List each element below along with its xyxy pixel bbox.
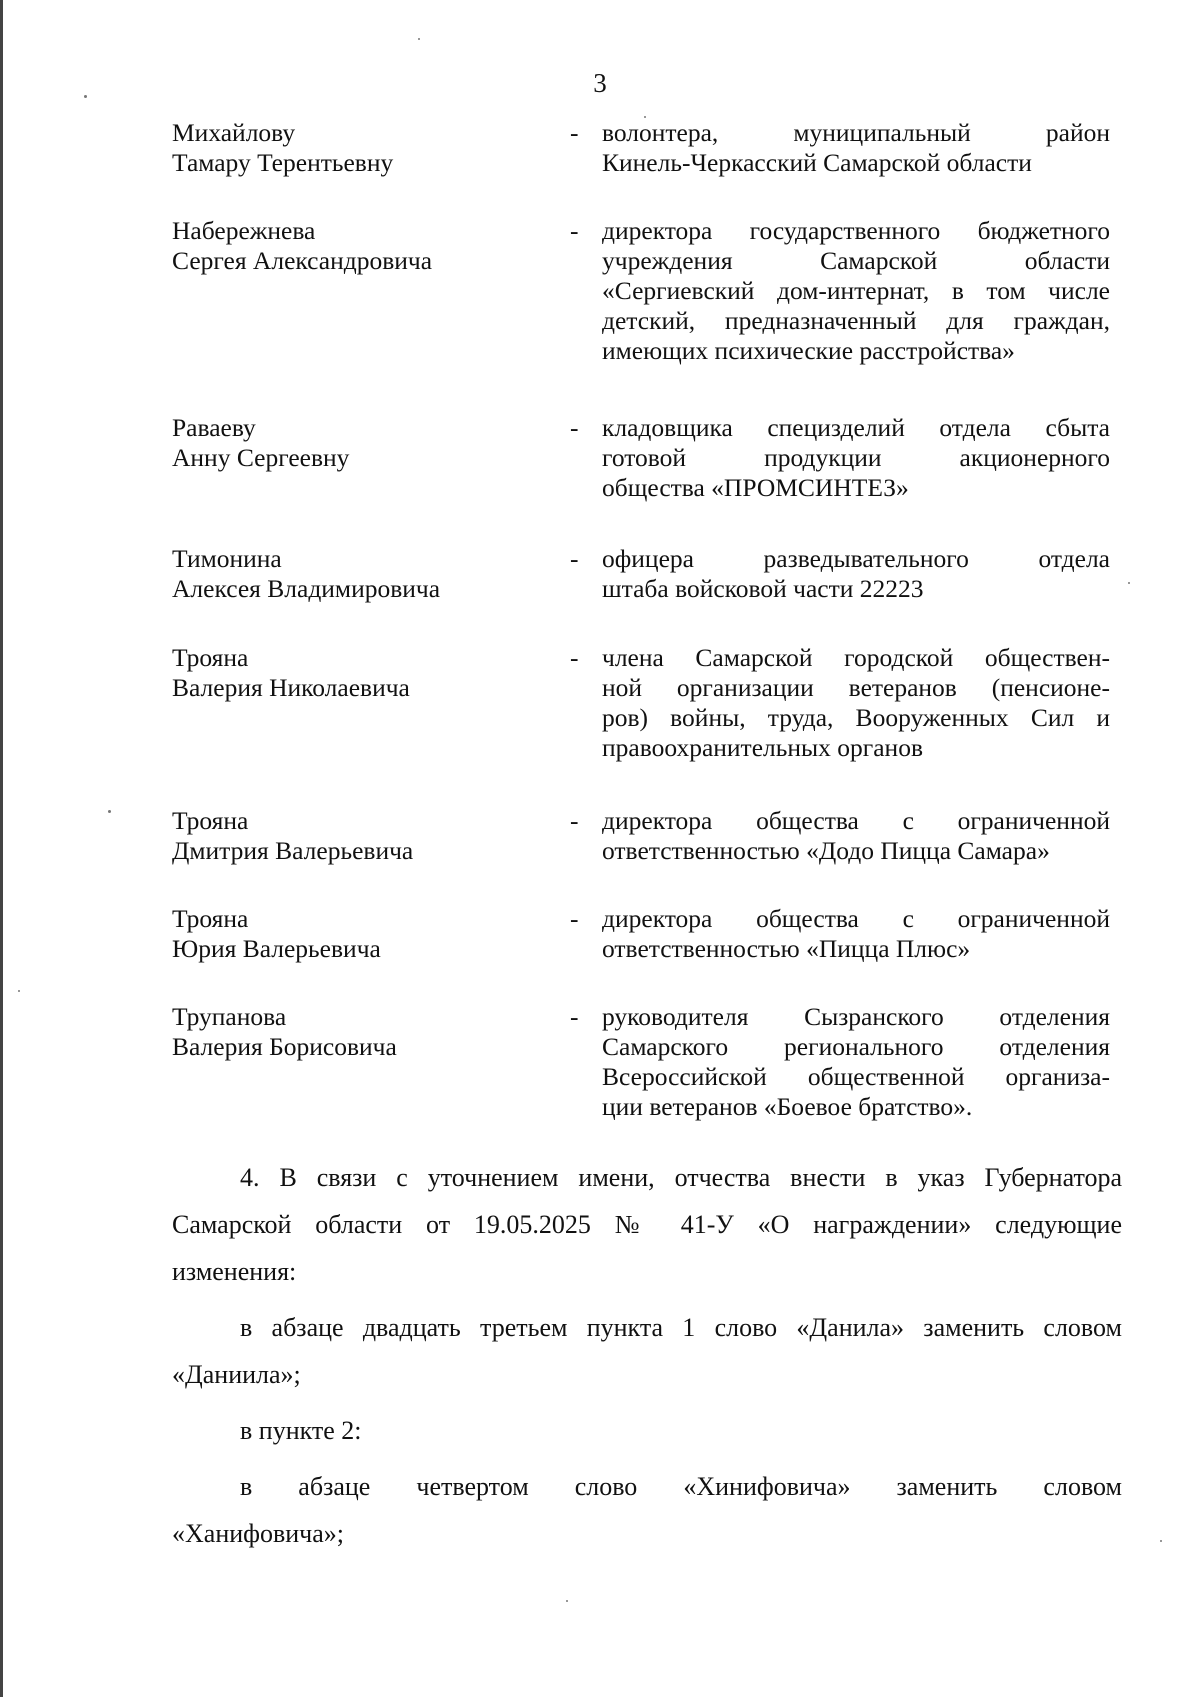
scan-speck [108,810,111,813]
recipient-position: члена Самарской городской обществен- ной организации ветеранов (пенсионе- ров) войны, труда, Вооруженных Сил и правоохранительных органов [602,643,1110,762]
scan-edge-line [0,0,3,1697]
paragraph-line: в пункте 2: [240,1416,362,1445]
paragraph-line: в абзаце четвертом слово «Хинифовича» заменить словом [240,1472,1122,1501]
recipient-position: кладовщика специзделий отдела сбыта готовой продукции акционерного общества «ПРОМСИНТЕЗ» [602,413,1110,502]
entry-dash: - [570,413,579,442]
recipient-name: Михайлову Тамару Терентьевну [172,118,394,177]
scan-speck [566,1600,568,1602]
recipient-position: директора общества с ограниченной ответственностью «Пицца Плюс» [602,904,1110,963]
page-number: 3 [593,68,607,98]
entry-dash: - [570,806,579,835]
recipient-name: Трупанова Валерия Борисовича [172,1002,397,1061]
paragraph-line: изменения: [172,1257,297,1286]
entry-dash: - [570,643,579,672]
entry-dash: - [570,216,579,245]
recipient-name: Раваеву Анну Сергеевну [172,413,350,472]
entry-dash: - [570,1002,579,1031]
recipient-position: директора общества с ограниченной ответственностью «Додо Пицца Самара» [602,806,1110,865]
recipient-name: Тимонина Алексея Владимировича [172,544,441,603]
scan-speck [418,38,420,40]
recipient-position: директора государственного бюджетного учреждения Самарской области «Сергиевский дом-интернат, в том числе детский, предназначенный для граждан, имеющих психические расстройства» [602,216,1110,365]
scan-speck [1160,1540,1162,1542]
paragraph-line: «Даниила»; [172,1360,301,1389]
entry-dash: - [570,904,579,933]
entry-dash: - [570,118,579,147]
recipient-name: Трояна Валерия Николаевича [172,643,410,702]
recipient-position: волонтера, муниципальный район Кинель-Черкасский Самарской области [602,118,1110,177]
recipient-position: офицера разведывательного отдела штаба войсковой части 22223 [602,544,1110,603]
paragraph-line: Самарской области от 19.05.2025 № 41-У «О награждении» следующие [172,1210,1122,1239]
entry-dash: - [570,544,579,573]
recipient-name: Трояна Дмитрия Валерьевича [172,806,414,865]
recipient-name: Набережнева Сергея Александровича [172,216,433,275]
recipient-position: руководителя Сызранского отделения Самарского регионального отделения Всероссийской общественной организа- ции ветеранов «Боевое братство». [602,1002,1110,1121]
paragraph-line: «Ханифовича»; [172,1519,345,1548]
paragraph-line: 4. В связи с уточнением имени, отчества внести в указ Губернатора [240,1163,1122,1192]
scan-speck [1128,582,1130,584]
scan-speck [18,990,20,992]
recipient-name: Трояна Юрия Валерьевича [172,904,381,963]
paragraph-line: в абзаце двадцать третьем пункта 1 слово «Данила» заменить словом [240,1313,1122,1342]
